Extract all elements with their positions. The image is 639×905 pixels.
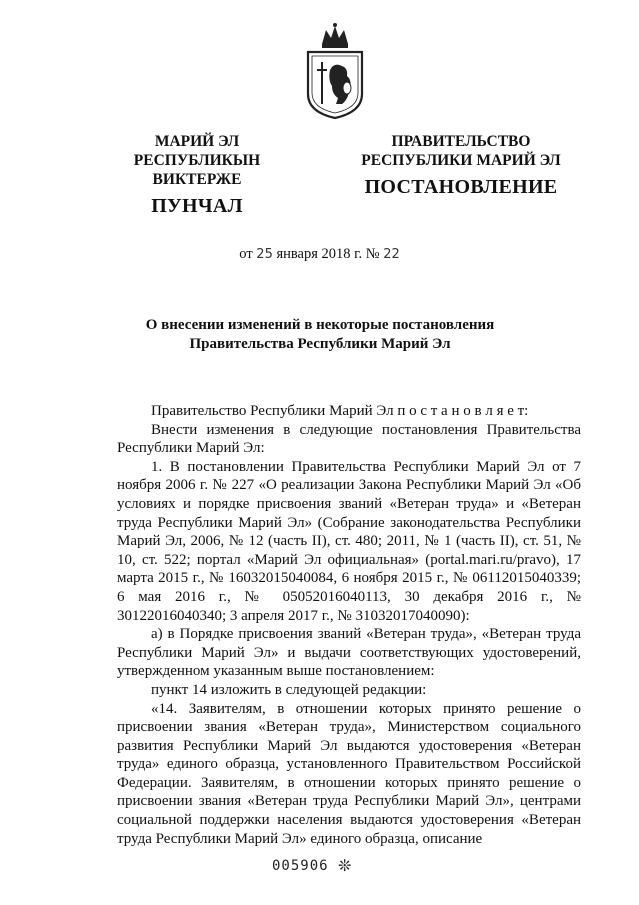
paragraph-intro: Внести изменения в следующие постановления Правительства Республики Марий Эл: [117,421,581,457]
title-line1: О внесении изменений в некоторые постановления [145,317,495,333]
header-left-line2: ВИКТЕРЖЕ [152,171,242,188]
serial-number: 005906 [272,858,329,874]
date-prefix: от [239,246,253,262]
document-number: 22 [383,247,400,262]
paragraph-clause-14: пункт 14 изложить в следующей редакции: [151,681,427,698]
title-line2: Правительства Республики Марий Эл [189,336,451,352]
header-right-line2: РЕСПУБЛИКИ МАРИЙ ЭЛ [361,152,561,169]
header-right-line1: ПРАВИТЕЛЬСТВО [391,133,531,150]
ornament-icon: ❊ [338,858,352,875]
header-right-block [352,132,570,197]
date-month-year: января 2018 г. № [276,246,380,262]
document-title [110,316,530,354]
paragraph-subitem-a: а) в Порядке присвоения званий «Ветеран труда», «Ветеран труда Республики Марий Эл» и выдачи соответствующих удостоверений, утвержденном указанным выше постановлением: [117,626,581,680]
date-day: 25 [256,247,273,262]
document-date-line [0,246,639,263]
header-right-doc-type: ПОСТАНОВЛЕНИЕ [364,176,558,198]
paragraph-clause-14-text: «14. Заявителям, в отношении которых принято решение о присвоении звания «Ветеран труда», Министерством социального развития Республики Марий Эл выдаются удостоверения «Ветеран труда» единого образца, установленного Правительством Российской Федерации. Заявителям, в отношении которых принято решение о присвоении звания «Ветеран труда Республики Марий Эл», центрами социальной поддержки населения выдаются удостоверения «Ветеран труда Республики Марий Эл» единого образца, описание [117,700,581,847]
paragraph-item-1: 1. В постановлении Правительства Республики Марий Эл от 7 ноября 2006 г. № 227 «О реализации Закона Республики Марий Эл «Об условиях и порядке присвоения званий «Ветеран труда» и «Ветеран труда Республики Марий Эл» (Собрание законодательства Республики Марий Эл, 2006, № 12 (часть II), ст. 480; 2011, № 1 (часть II), ст. 51, № 10, ст. 522; портал «Марий Эл официальная» (portal.mari.ru/pravo), 17 марта 2015 г., № 16032015040084, 6 ноября 2015 г., № 06112015040339; 6 мая 2016 г., № 05052016040113, 30 декабря 2016 г., № 30122016040340; 3 апреля 2017 г., № 31032017040090): [117,458,581,624]
header-left-block [92,132,302,216]
paragraph-preamble: Правительство Республики Марий Эл п о с т а н о в л я е т: [151,403,529,419]
header-left-doc-type: ПУНЧАЛ [151,195,243,217]
header-left-line1: МАРИЙ ЭЛ РЕСПУБЛИКЫН [133,133,261,169]
coat-of-arms-icon [300,22,370,120]
document-body [117,402,581,848]
